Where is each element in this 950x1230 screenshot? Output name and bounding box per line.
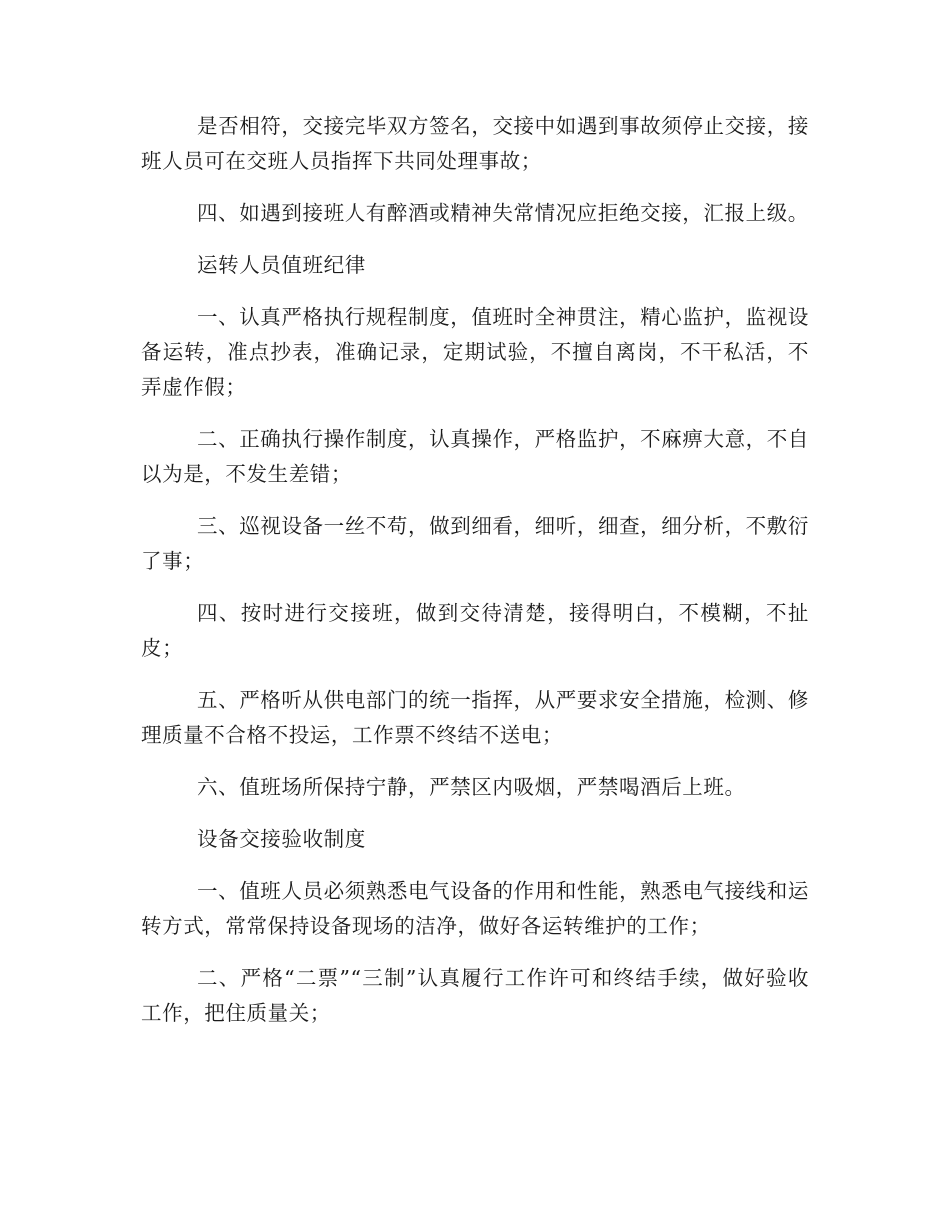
paragraph-acceptance-2: 二、严格“二票”“三制”认真履行工作许可和终结手续，做好验收工作，把住质量关； <box>141 966 809 1025</box>
paragraph-discipline-3: 三、巡视设备一丝不苟，做到细看，细听，细查，细分析，不敷衍了事； <box>141 514 809 573</box>
paragraph-acceptance-1: 一、值班人员必须熟悉电气设备的作用和性能，熟悉电气接线和运转方式，常常保持设备现场的洁净，做好各运转维护的工作； <box>141 879 809 938</box>
paragraph-handover-continuation: 是否相符，交接完毕双方签名，交接中如遇到事故须停止交接，接班人员可在交班人员指挥下共同处理事故； <box>141 114 809 173</box>
paragraph-discipline-6: 六、值班场所保持宁静，严禁区内吸烟，严禁喝酒后上班。 <box>197 775 746 799</box>
paragraph-discipline-1: 一、认真严格执行规程制度，值班时全神贯注，精心监护，监视设备运转，准点抄表，准确记录，定期试验，不擅自离岗，不干私活，不弄虚作假； <box>141 305 809 399</box>
paragraph-discipline-4: 四、按时进行交接班，做到交待清楚，接得明白，不模糊，不扯皮； <box>141 601 809 660</box>
paragraph-discipline-5: 五、严格听从供电部门的统一指挥，从严要求安全措施，检测、修理质量不合格不投运，工作票不终结不送电； <box>141 688 809 747</box>
section-heading-duty-discipline: 运转人员值班纪律 <box>197 253 366 277</box>
paragraph-handover-rule-4: 四、如遇到接班人有醉酒或精神失常情况应拒绝交接，汇报上级。 <box>197 201 809 225</box>
paragraph-discipline-2: 二、正确执行操作制度，认真操作，严格监护，不麻痹大意，不自以为是，不发生差错； <box>141 427 809 486</box>
document-body <box>141 109 809 1048</box>
section-heading-equipment-acceptance: 设备交接验收制度 <box>197 827 366 851</box>
